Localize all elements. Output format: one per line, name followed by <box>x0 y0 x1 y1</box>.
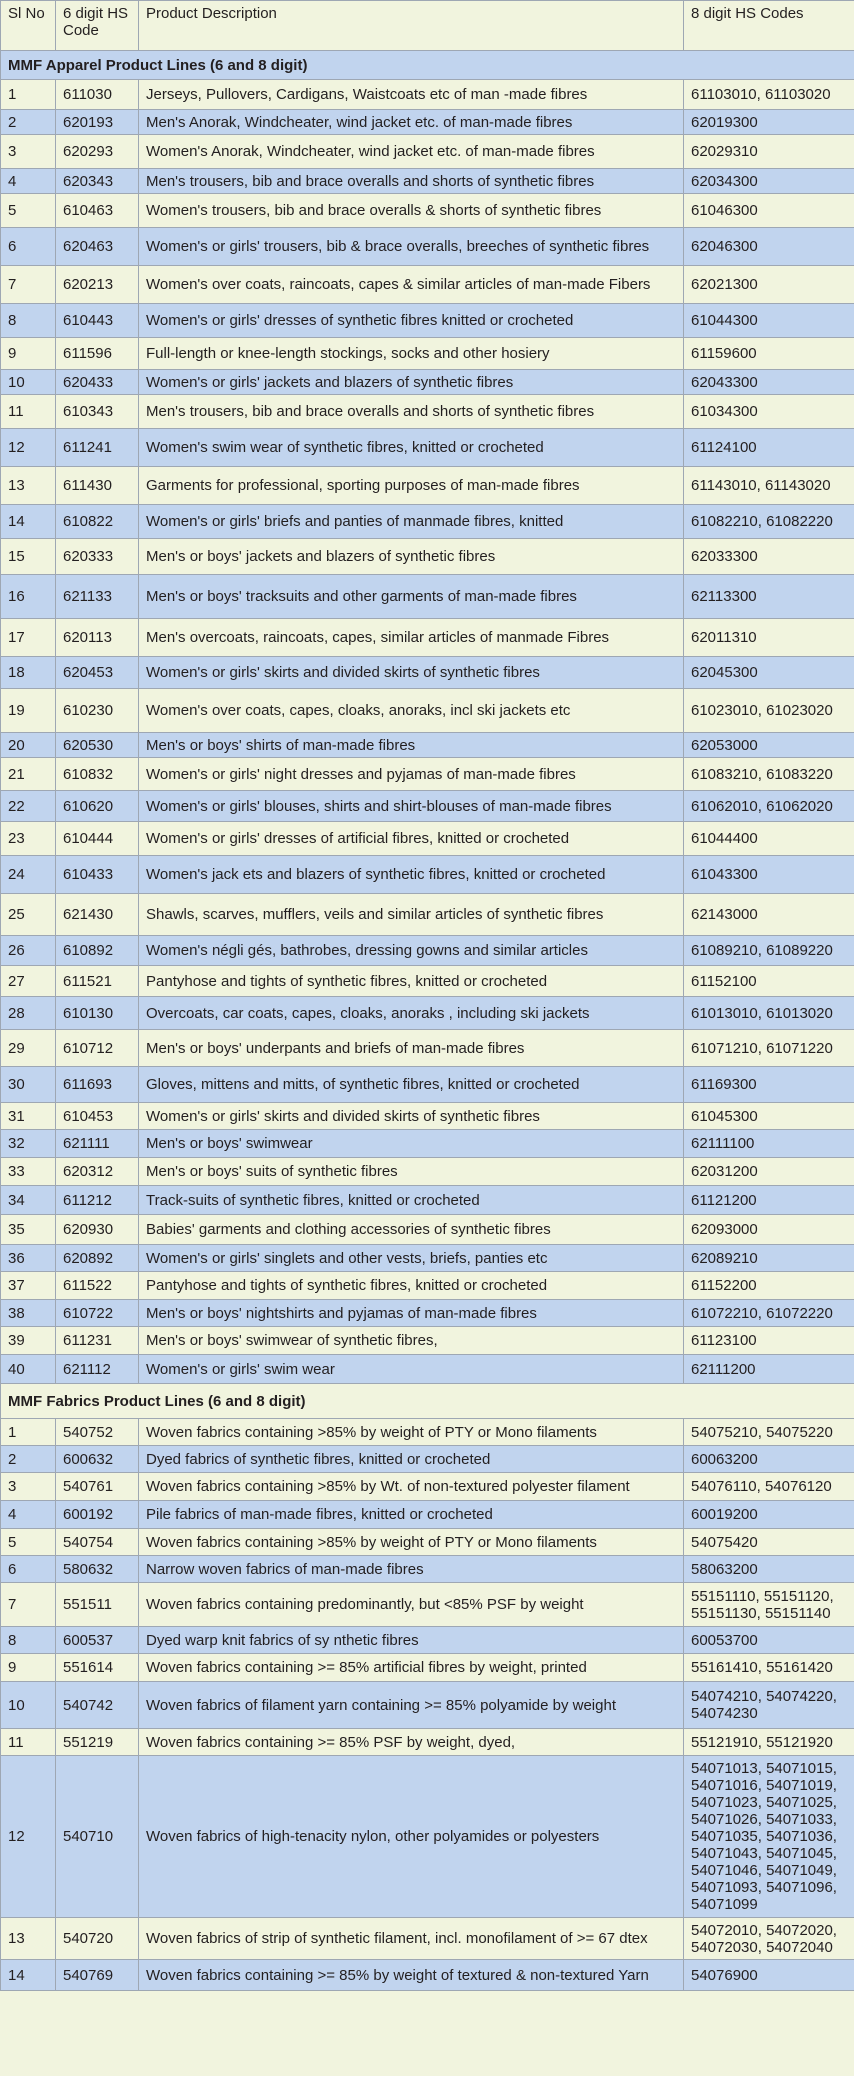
table-row <box>1 135 854 169</box>
table-row <box>1 429 854 467</box>
table-row <box>1 505 854 539</box>
table-row <box>1 1473 854 1501</box>
table-row <box>1 110 854 135</box>
hs8-codes-cell: 54076110, 54076120 <box>684 1473 854 1501</box>
description-cell: Women's jack ets and blazers of synthetic fibres, knitted or crocheted <box>139 856 684 894</box>
sl-no-cell: 38 <box>1 1300 56 1327</box>
hs8-codes-cell: 60019200 <box>684 1501 854 1529</box>
sl-no-cell: 10 <box>1 1682 56 1729</box>
description-cell: Men's or boys' jackets and blazers of synthetic fibres <box>139 539 684 575</box>
sl-no-cell: 31 <box>1 1103 56 1130</box>
sl-no-cell: 2 <box>1 1446 56 1473</box>
description-cell: Men's overcoats, raincoats, capes, similar articles of manmade Fibres <box>139 619 684 657</box>
hs8-codes-cell: 61045300 <box>684 1103 854 1130</box>
hs8-codes-cell: 62111100 <box>684 1130 854 1158</box>
hs6-code-cell: 620463 <box>56 228 139 266</box>
sl-no-cell: 29 <box>1 1030 56 1067</box>
description-cell: Women's or girls' skirts and divided skirts of synthetic fibres <box>139 1103 684 1130</box>
description-cell: Women's or girls' blouses, shirts and shirt-blouses of man-made fibres <box>139 791 684 822</box>
description-cell: Women's négli gés, bathrobes, dressing gowns and similar articles <box>139 936 684 966</box>
apparel-section <box>1 51 854 1384</box>
table-row <box>1 1627 854 1654</box>
table-row <box>1 1158 854 1186</box>
table-row <box>1 1067 854 1103</box>
hs8-codes-cell: 62011310 <box>684 619 854 657</box>
table-row <box>1 997 854 1030</box>
description-cell: Woven fabrics containing >= 85% by weight of textured & non-textured Yarn <box>139 1960 684 1991</box>
hs6-code-cell: 610832 <box>56 758 139 791</box>
description-cell: Women's or girls' briefs and panties of manmade fibres, knitted <box>139 505 684 539</box>
hs6-code-cell: 540754 <box>56 1529 139 1556</box>
hs6-code-cell: 610892 <box>56 936 139 966</box>
hs8-header: 8 digit HS Codes <box>684 1 854 51</box>
table-row <box>1 733 854 758</box>
table-row <box>1 619 854 657</box>
hs6-code-cell: 620293 <box>56 135 139 169</box>
header-row <box>1 1 854 51</box>
hs6-code-cell: 620892 <box>56 1245 139 1272</box>
description-cell: Shawls, scarves, mufflers, veils and similar articles of synthetic fibres <box>139 894 684 936</box>
table-row <box>1 966 854 997</box>
hs6-code-cell: 610343 <box>56 395 139 429</box>
description-cell: Men's or boys' underpants and briefs of man-made fibres <box>139 1030 684 1067</box>
table-row <box>1 1501 854 1529</box>
hs6-code-cell: 600192 <box>56 1501 139 1529</box>
hs6-code-cell: 540761 <box>56 1473 139 1501</box>
hs6-code-cell: 611241 <box>56 429 139 467</box>
hs8-codes-cell: 61043300 <box>684 856 854 894</box>
table-row <box>1 1300 854 1327</box>
description-cell: Women's or girls' skirts and divided skirts of synthetic fibres <box>139 657 684 689</box>
hs8-codes-cell: 54071013, 54071015, 54071016, 54071019, 54071023, 54071025, 54071026, 54071033, 54071035, 54071036, 54071043, 54071045, 54071046, 54071049, 54071093, 54071096, 54071099 <box>684 1756 854 1918</box>
description-cell: Pantyhose and tights of synthetic fibres, knitted or crocheted <box>139 966 684 997</box>
table-row <box>1 1030 854 1067</box>
hs8-codes-cell: 54072010, 54072020, 54072030, 54072040 <box>684 1918 854 1960</box>
sl-no-cell: 22 <box>1 791 56 822</box>
table-row <box>1 1583 854 1627</box>
description-cell: Woven fabrics containing >= 85% PSF by weight, dyed, <box>139 1729 684 1756</box>
apparel-section-title: MMF Apparel Product Lines (6 and 8 digit) <box>1 51 854 80</box>
hs8-codes-cell: 61159600 <box>684 338 854 370</box>
sl-no-cell: 12 <box>1 429 56 467</box>
table-row <box>1 370 854 395</box>
hs6-code-cell: 620312 <box>56 1158 139 1186</box>
hs8-codes-cell: 54076900 <box>684 1960 854 1991</box>
hs6-code-cell: 621430 <box>56 894 139 936</box>
table-row <box>1 1756 854 1918</box>
hs6-header: 6 digit HS Code <box>56 1 139 51</box>
sl-no-cell: 19 <box>1 689 56 733</box>
sl-no-cell: 18 <box>1 657 56 689</box>
sl-no-cell: 35 <box>1 1215 56 1245</box>
hs6-code-cell: 620343 <box>56 169 139 194</box>
hs8-codes-cell: 62143000 <box>684 894 854 936</box>
hs8-codes-cell: 61152200 <box>684 1272 854 1300</box>
sl-no-cell: 17 <box>1 619 56 657</box>
hs8-codes-cell: 62033300 <box>684 539 854 575</box>
description-cell: Gloves, mittens and mitts, of synthetic fibres, knitted or crocheted <box>139 1067 684 1103</box>
description-cell: Women's or girls' dresses of synthetic fibres knitted or crocheted <box>139 304 684 338</box>
description-cell: Men's Anorak, Windcheater, wind jacket etc. of man-made fibres <box>139 110 684 135</box>
fabrics-section-title: MMF Fabrics Product Lines (6 and 8 digit) <box>1 1384 854 1419</box>
table-row <box>1 936 854 966</box>
table-row <box>1 539 854 575</box>
hs8-codes-cell: 61044400 <box>684 822 854 856</box>
hs8-codes-cell: 62093000 <box>684 1215 854 1245</box>
sl-no-cell: 8 <box>1 304 56 338</box>
hs8-codes-cell: 62021300 <box>684 266 854 304</box>
description-cell: Woven fabrics containing >85% by weight of PTY or Mono filaments <box>139 1419 684 1446</box>
sl-no-cell: 11 <box>1 1729 56 1756</box>
table-row <box>1 1215 854 1245</box>
description-cell: Woven fabrics containing >= 85% artificial fibres by weight, printed <box>139 1654 684 1682</box>
table-row <box>1 1960 854 1991</box>
table-row <box>1 1130 854 1158</box>
hs8-codes-cell: 62089210 <box>684 1245 854 1272</box>
table-row <box>1 228 854 266</box>
hs6-code-cell: 621133 <box>56 575 139 619</box>
table-row <box>1 266 854 304</box>
hs6-code-cell: 620453 <box>56 657 139 689</box>
hs8-codes-cell: 62111200 <box>684 1355 854 1384</box>
sl-no-cell: 40 <box>1 1355 56 1384</box>
sl-no-cell: 37 <box>1 1272 56 1300</box>
sl-no-cell: 15 <box>1 539 56 575</box>
hs6-code-cell: 611693 <box>56 1067 139 1103</box>
hs6-code-cell: 540710 <box>56 1756 139 1918</box>
sl-no-cell: 13 <box>1 1918 56 1960</box>
sl-no-cell: 16 <box>1 575 56 619</box>
description-cell: Woven fabrics containing >85% by Wt. of non-textured polyester filament <box>139 1473 684 1501</box>
table-row <box>1 1272 854 1300</box>
hs8-codes-cell: 62043300 <box>684 370 854 395</box>
description-cell: Men's or boys' shirts of man-made fibres <box>139 733 684 758</box>
hs8-codes-cell: 61072210, 61072220 <box>684 1300 854 1327</box>
description-cell: Dyed warp knit fabrics of sy nthetic fibres <box>139 1627 684 1654</box>
hs8-codes-cell: 61152100 <box>684 966 854 997</box>
table-row <box>1 1529 854 1556</box>
sl-no-cell: 39 <box>1 1327 56 1355</box>
hs8-codes-cell: 55151110, 55151120, 55151130, 55151140 <box>684 1583 854 1627</box>
sl-no-cell: 21 <box>1 758 56 791</box>
description-cell: Women's over coats, capes, cloaks, anoraks, incl ski jackets etc <box>139 689 684 733</box>
hs6-code-cell: 610712 <box>56 1030 139 1067</box>
hs6-code-cell: 610822 <box>56 505 139 539</box>
hs8-codes-cell: 62019300 <box>684 110 854 135</box>
description-cell: Men's or boys' suits of synthetic fibres <box>139 1158 684 1186</box>
sl-no-cell: 1 <box>1 1419 56 1446</box>
hs6-code-cell: 610433 <box>56 856 139 894</box>
hs8-codes-cell: 54075210, 54075220 <box>684 1419 854 1446</box>
sl-no-cell: 23 <box>1 822 56 856</box>
hs6-code-cell: 611596 <box>56 338 139 370</box>
hs6-code-cell: 611030 <box>56 80 139 110</box>
hs6-code-cell: 610230 <box>56 689 139 733</box>
table-row <box>1 791 854 822</box>
hs6-code-cell: 600632 <box>56 1446 139 1473</box>
hs8-codes-cell: 61143010, 61143020 <box>684 467 854 505</box>
description-cell: Women's or girls' night dresses and pyjamas of man-made fibres <box>139 758 684 791</box>
description-cell: Women's or girls' swim wear <box>139 1355 684 1384</box>
hs6-code-cell: 610453 <box>56 1103 139 1130</box>
hs8-codes-cell: 62029310 <box>684 135 854 169</box>
hs6-code-cell: 620213 <box>56 266 139 304</box>
sl-no-cell: 13 <box>1 467 56 505</box>
description-cell: Jerseys, Pullovers, Cardigans, Waistcoats etc of man -made fibres <box>139 80 684 110</box>
hs8-codes-cell: 55121910, 55121920 <box>684 1729 854 1756</box>
hs8-codes-cell: 60053700 <box>684 1627 854 1654</box>
hs6-code-cell: 551614 <box>56 1654 139 1682</box>
description-cell: Dyed fabrics of synthetic fibres, knitted or crocheted <box>139 1446 684 1473</box>
sl-no-cell: 20 <box>1 733 56 758</box>
hs6-code-cell: 611430 <box>56 467 139 505</box>
sl-no-cell: 7 <box>1 1583 56 1627</box>
table-row <box>1 1355 854 1384</box>
hs6-code-cell: 540752 <box>56 1419 139 1446</box>
table-row <box>1 80 854 110</box>
hs6-code-cell: 620333 <box>56 539 139 575</box>
description-cell: Woven fabrics of high-tenacity nylon, other polyamides or polyesters <box>139 1756 684 1918</box>
description-cell: Pile fabrics of man-made fibres, knitted or crocheted <box>139 1501 684 1529</box>
sl-no-header: Sl No <box>1 1 56 51</box>
hs6-code-cell: 610444 <box>56 822 139 856</box>
hs8-codes-cell: 60063200 <box>684 1446 854 1473</box>
hs6-code-cell: 611212 <box>56 1186 139 1215</box>
hs8-codes-cell: 62045300 <box>684 657 854 689</box>
table-row <box>1 467 854 505</box>
sl-no-cell: 7 <box>1 266 56 304</box>
sl-no-cell: 24 <box>1 856 56 894</box>
sl-no-cell: 9 <box>1 1654 56 1682</box>
sl-no-cell: 2 <box>1 110 56 135</box>
sl-no-cell: 26 <box>1 936 56 966</box>
description-cell: Overcoats, car coats, capes, cloaks, anoraks , including ski jackets <box>139 997 684 1030</box>
table-row <box>1 1186 854 1215</box>
hs8-codes-cell: 62053000 <box>684 733 854 758</box>
sl-no-cell: 33 <box>1 1158 56 1186</box>
description-cell: Men's or boys' swimwear <box>139 1130 684 1158</box>
sl-no-cell: 5 <box>1 1529 56 1556</box>
table-row <box>1 304 854 338</box>
description-cell: Women's or girls' singlets and other vests, briefs, panties etc <box>139 1245 684 1272</box>
table-row <box>1 1556 854 1583</box>
fabrics-section <box>1 1384 854 1991</box>
hs6-code-cell: 620930 <box>56 1215 139 1245</box>
sl-no-cell: 25 <box>1 894 56 936</box>
description-cell: Narrow woven fabrics of man-made fibres <box>139 1556 684 1583</box>
table-row <box>1 1245 854 1272</box>
hs8-codes-cell: 61083210, 61083220 <box>684 758 854 791</box>
table-row <box>1 689 854 733</box>
hs6-code-cell: 551219 <box>56 1729 139 1756</box>
sl-no-cell: 12 <box>1 1756 56 1918</box>
hs8-codes-cell: 55161410, 55161420 <box>684 1654 854 1682</box>
hs6-code-cell: 621112 <box>56 1355 139 1384</box>
hs6-code-cell: 620433 <box>56 370 139 395</box>
section-title-row <box>1 51 854 80</box>
description-cell: Women's swim wear of synthetic fibres, knitted or crocheted <box>139 429 684 467</box>
description-cell: Men's or boys' swimwear of synthetic fibres, <box>139 1327 684 1355</box>
hs6-code-cell: 580632 <box>56 1556 139 1583</box>
description-cell: Woven fabrics containing predominantly, but <85% PSF by weight <box>139 1583 684 1627</box>
hs6-code-cell: 621111 <box>56 1130 139 1158</box>
hs8-codes-cell: 61023010, 61023020 <box>684 689 854 733</box>
description-cell: Women's or girls' jackets and blazers of synthetic fibres <box>139 370 684 395</box>
sl-no-cell: 34 <box>1 1186 56 1215</box>
table-row <box>1 1446 854 1473</box>
table-row <box>1 657 854 689</box>
sl-no-cell: 14 <box>1 1960 56 1991</box>
description-cell: Men's trousers, bib and brace overalls and shorts of synthetic fibres <box>139 395 684 429</box>
table-row <box>1 1729 854 1756</box>
table-row <box>1 169 854 194</box>
table-row <box>1 575 854 619</box>
description-cell: Track-suits of synthetic fibres, knitted or crocheted <box>139 1186 684 1215</box>
description-cell: Men's or boys' nightshirts and pyjamas of man-made fibres <box>139 1300 684 1327</box>
hs8-codes-cell: 58063200 <box>684 1556 854 1583</box>
hs8-codes-cell: 62113300 <box>684 575 854 619</box>
hs8-codes-cell: 61034300 <box>684 395 854 429</box>
table-row <box>1 338 854 370</box>
sl-no-cell: 28 <box>1 997 56 1030</box>
description-cell: Women's or girls' trousers, bib & brace overalls, breeches of synthetic fibres <box>139 228 684 266</box>
table-row <box>1 1918 854 1960</box>
hs6-code-cell: 540742 <box>56 1682 139 1729</box>
table-row <box>1 395 854 429</box>
hs6-code-cell: 610463 <box>56 194 139 228</box>
description-cell: Women's trousers, bib and brace overalls & shorts of synthetic fibres <box>139 194 684 228</box>
sl-no-cell: 4 <box>1 169 56 194</box>
description-cell: Women's over coats, raincoats, capes & similar articles of man-made Fibers <box>139 266 684 304</box>
hs6-code-cell: 620193 <box>56 110 139 135</box>
table-row <box>1 194 854 228</box>
hs8-codes-cell: 62031200 <box>684 1158 854 1186</box>
hs6-code-cell: 610620 <box>56 791 139 822</box>
hs8-codes-cell: 54074210, 54074220, 54074230 <box>684 1682 854 1729</box>
hs6-code-cell: 600537 <box>56 1627 139 1654</box>
hs8-codes-cell: 61046300 <box>684 194 854 228</box>
hs6-code-cell: 620530 <box>56 733 139 758</box>
description-cell: Women's Anorak, Windcheater, wind jacket etc. of man-made fibres <box>139 135 684 169</box>
table-row <box>1 856 854 894</box>
hs8-codes-cell: 61169300 <box>684 1067 854 1103</box>
sl-no-cell: 3 <box>1 135 56 169</box>
sl-no-cell: 6 <box>1 1556 56 1583</box>
table-row <box>1 1327 854 1355</box>
sl-no-cell: 36 <box>1 1245 56 1272</box>
sl-no-cell: 14 <box>1 505 56 539</box>
table-row <box>1 1419 854 1446</box>
table-row <box>1 822 854 856</box>
table-row <box>1 1682 854 1729</box>
sl-no-cell: 4 <box>1 1501 56 1529</box>
hs6-code-cell: 611522 <box>56 1272 139 1300</box>
hs8-codes-cell: 61089210, 61089220 <box>684 936 854 966</box>
hs6-code-cell: 611231 <box>56 1327 139 1355</box>
table-row <box>1 1654 854 1682</box>
sl-no-cell: 1 <box>1 80 56 110</box>
sl-no-cell: 10 <box>1 370 56 395</box>
hs8-codes-cell: 61071210, 61071220 <box>684 1030 854 1067</box>
description-cell: Babies' garments and clothing accessories of synthetic fibres <box>139 1215 684 1245</box>
sl-no-cell: 11 <box>1 395 56 429</box>
sl-no-cell: 9 <box>1 338 56 370</box>
hs6-code-cell: 540769 <box>56 1960 139 1991</box>
sl-no-cell: 32 <box>1 1130 56 1158</box>
sl-no-cell: 27 <box>1 966 56 997</box>
description-header: Product Description <box>139 1 684 51</box>
hs6-code-cell: 551511 <box>56 1583 139 1627</box>
sl-no-cell: 3 <box>1 1473 56 1501</box>
hs8-codes-cell: 61123100 <box>684 1327 854 1355</box>
hs6-code-cell: 610722 <box>56 1300 139 1327</box>
description-cell: Men's trousers, bib and brace overalls and shorts of synthetic fibres <box>139 169 684 194</box>
description-cell: Woven fabrics containing >85% by weight of PTY or Mono filaments <box>139 1529 684 1556</box>
hs6-code-cell: 610130 <box>56 997 139 1030</box>
hs8-codes-cell: 61121200 <box>684 1186 854 1215</box>
hs8-codes-cell: 61044300 <box>684 304 854 338</box>
description-cell: Full-length or knee-length stockings, socks and other hosiery <box>139 338 684 370</box>
hs8-codes-cell: 61124100 <box>684 429 854 467</box>
hs6-code-cell: 611521 <box>56 966 139 997</box>
section-title-row <box>1 1384 854 1419</box>
table-row <box>1 894 854 936</box>
description-cell: Pantyhose and tights of synthetic fibres, knitted or crocheted <box>139 1272 684 1300</box>
sl-no-cell: 5 <box>1 194 56 228</box>
hs8-codes-cell: 61103010, 61103020 <box>684 80 854 110</box>
hs8-codes-cell: 61062010, 61062020 <box>684 791 854 822</box>
description-cell: Men's or boys' tracksuits and other garments of man-made fibres <box>139 575 684 619</box>
sl-no-cell: 8 <box>1 1627 56 1654</box>
hs8-codes-cell: 61013010, 61013020 <box>684 997 854 1030</box>
hs8-codes-cell: 62034300 <box>684 169 854 194</box>
hs8-codes-cell: 61082210, 61082220 <box>684 505 854 539</box>
table-row <box>1 758 854 791</box>
hs8-codes-cell: 62046300 <box>684 228 854 266</box>
hs6-code-cell: 610443 <box>56 304 139 338</box>
table-row <box>1 1103 854 1130</box>
description-cell: Women's or girls' dresses of artificial fibres, knitted or crocheted <box>139 822 684 856</box>
hs8-codes-cell: 54075420 <box>684 1529 854 1556</box>
sl-no-cell: 6 <box>1 228 56 266</box>
description-cell: Woven fabrics of filament yarn containing >= 85% polyamide by weight <box>139 1682 684 1729</box>
sl-no-cell: 30 <box>1 1067 56 1103</box>
hs6-code-cell: 620113 <box>56 619 139 657</box>
hs6-code-cell: 540720 <box>56 1918 139 1960</box>
description-cell: Woven fabrics of strip of synthetic filament, incl. monofilament of >= 67 dtex <box>139 1918 684 1960</box>
description-cell: Garments for professional, sporting purposes of man-made fibres <box>139 467 684 505</box>
